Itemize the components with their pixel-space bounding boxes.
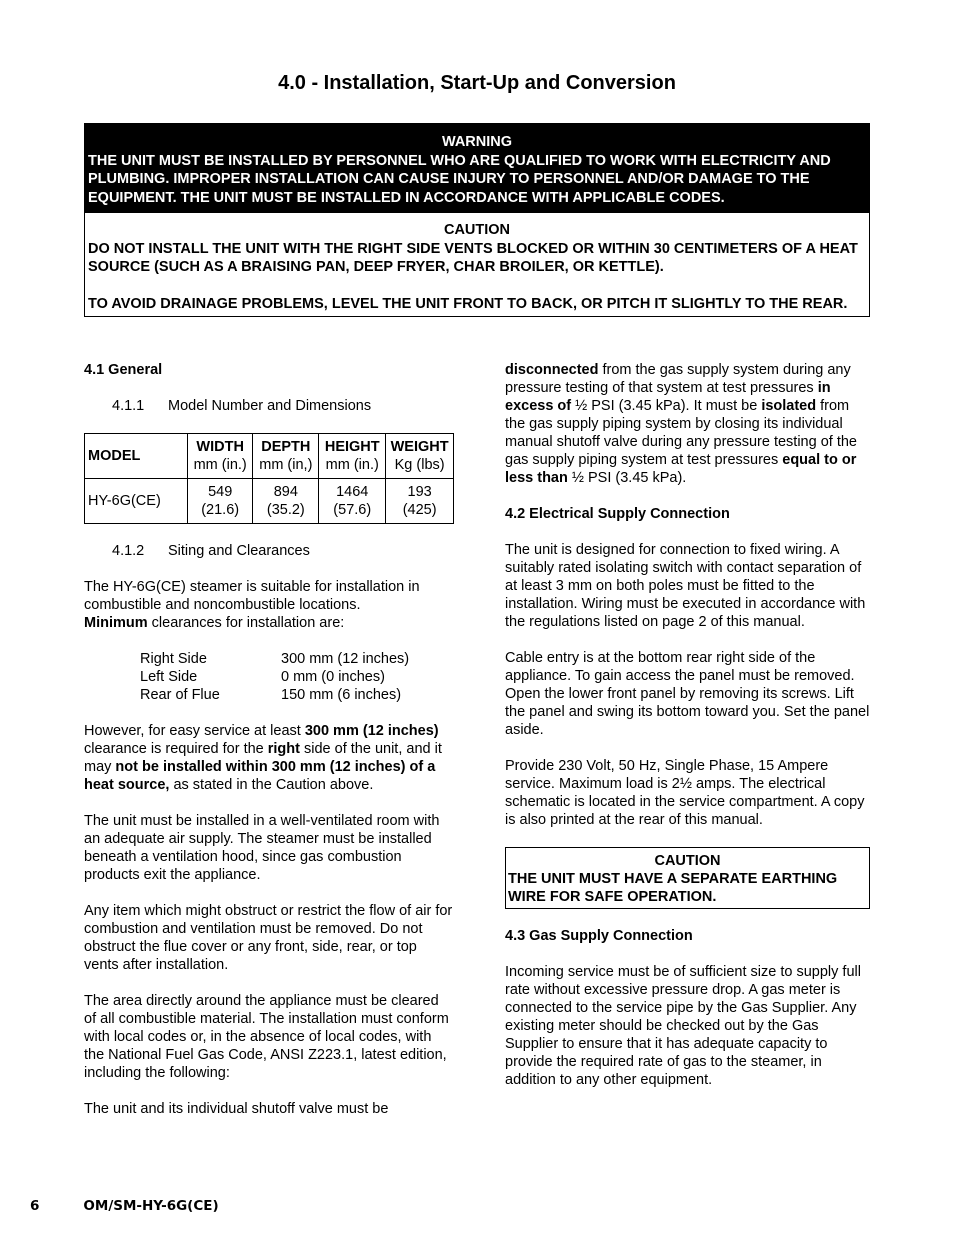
text-bold: in excess of bbox=[505, 380, 831, 414]
clearance-side: Left Side bbox=[140, 669, 198, 685]
text: from the gas supply system during any pressure testing of that system at test pressures bbox=[505, 362, 851, 396]
header-depth bbox=[253, 434, 319, 479]
subsection-title: Model Number and Dimensions bbox=[168, 398, 372, 414]
caution-text: THE UNIT MUST HAVE A SEPARATE EARTHING WIRE FOR SAFE OPERATION. bbox=[508, 871, 838, 905]
subsection-number: 4.1.1 bbox=[112, 398, 145, 414]
paragraph-service-clearance bbox=[84, 722, 454, 794]
header-weight bbox=[386, 434, 454, 479]
section-4-3-heading: 4.3 Gas Supply Connection bbox=[505, 928, 693, 944]
header-height-label: HEIGHT bbox=[324, 439, 380, 455]
paragraph-codes: The area directly around the appliance must be cleared of all combustible material. The installation must conform with local codes or, in the absence of local codes, with the National Fuel Gas Code, ANSI Z223.1, latest edition, including the following: bbox=[84, 993, 449, 1081]
page-title: 4.0 - Installation, Start-Up and Conversion bbox=[278, 72, 676, 94]
section-4-2-heading: 4.2 Electrical Supply Connection bbox=[505, 506, 730, 522]
width-mm: 549 bbox=[208, 484, 233, 500]
subsection-number: 4.1.2 bbox=[112, 543, 145, 559]
text: However, for easy service at least bbox=[84, 723, 305, 739]
header-width-label: WIDTH bbox=[196, 439, 244, 455]
clearance-list bbox=[84, 650, 454, 704]
right-column bbox=[505, 361, 873, 1089]
caution-block bbox=[85, 213, 869, 316]
text-bold: Minimum bbox=[84, 615, 148, 631]
width-in: (21.6) bbox=[201, 502, 240, 518]
header-weight-unit: Kg (lbs) bbox=[394, 457, 445, 473]
header-model: MODEL bbox=[85, 434, 188, 479]
text: The HY-6G(CE) steamer is suitable for installation in combustible and noncombustible locations. bbox=[84, 579, 420, 613]
header-depth-unit: mm (in,) bbox=[259, 457, 313, 473]
clearance-side: Rear of Flue bbox=[140, 687, 220, 703]
earthing-caution-box bbox=[505, 847, 870, 909]
header-height bbox=[319, 434, 386, 479]
depth-in: (35.2) bbox=[266, 502, 305, 518]
warning-heading: WARNING bbox=[441, 134, 513, 150]
clearance-side: Right Side bbox=[140, 651, 207, 667]
warning-caution-box bbox=[84, 123, 870, 317]
subsection-4-1-2-heading bbox=[84, 542, 454, 560]
text: clearances for installation are: bbox=[147, 615, 345, 631]
cell-height bbox=[319, 479, 386, 524]
clearance-value: 150 mm (6 inches) bbox=[281, 687, 402, 703]
paragraph-suitability bbox=[84, 578, 454, 632]
text: as stated in the Caution above. bbox=[169, 777, 374, 793]
height-mm: 1464 bbox=[336, 484, 369, 500]
list-item bbox=[140, 668, 454, 686]
caution-text-drainage: TO AVOID DRAINAGE PROBLEMS, LEVEL THE UNIT FRONT TO BACK, OR PITCH IT SLIGHTLY TO THE REAR. bbox=[88, 295, 848, 312]
page-number: 6 bbox=[30, 1198, 40, 1214]
header-width bbox=[187, 434, 252, 479]
paragraph-ventilation: The unit must be installed in a well-ventilated room with an adequate air supply. The steamer must be installed beneath a ventilation hood, since gas combustion products exit the appliance. bbox=[84, 813, 440, 883]
text-bold: equal to or less than bbox=[505, 452, 857, 486]
subsection-title: Siting and Clearances bbox=[168, 543, 310, 559]
caution-heading: CAUTION bbox=[654, 853, 721, 869]
left-column bbox=[84, 361, 454, 1118]
paragraph-power-service: Provide 230 Volt, 50 Hz, Single Phase, 15 Ampere service. Maximum load is 2½ amps. The electrical schematic is located in the service compartment. A copy is also printed at the rear of this manual. bbox=[505, 758, 865, 828]
weight-kg: 193 bbox=[407, 484, 432, 500]
text-bold: right bbox=[267, 741, 300, 757]
document-id: OM/SM-HY-6G(CE) bbox=[83, 1198, 219, 1214]
clearance-value: 300 mm (12 inches) bbox=[281, 651, 410, 667]
subsection-4-1-1-heading bbox=[84, 397, 454, 415]
cell-model: HY-6G(CE) bbox=[85, 479, 188, 524]
caution-heading: CAUTION bbox=[443, 222, 511, 238]
dimensions-table bbox=[84, 433, 454, 524]
paragraph-cable-entry: Cable entry is at the bottom rear right side of the appliance. To gain access the panel must be removed. Open the lower front panel by removing its screws. Lift the panel and swing its bottom toward you. Set the panel aside. bbox=[505, 650, 870, 738]
text-bold: isolated bbox=[761, 398, 817, 414]
cell-weight bbox=[386, 479, 454, 524]
text-bold: disconnected bbox=[505, 362, 599, 378]
cell-width bbox=[187, 479, 252, 524]
cell-depth bbox=[253, 479, 319, 524]
text-bold: 300 mm (12 inches) bbox=[304, 723, 439, 739]
text: ½ PSI (3.45 kPa). bbox=[567, 470, 687, 486]
header-depth-label: DEPTH bbox=[261, 439, 311, 455]
header-weight-label: WEIGHT bbox=[390, 439, 449, 455]
section-4-1-heading: 4.1 General bbox=[84, 362, 163, 378]
list-item bbox=[140, 686, 454, 704]
clearance-value: 0 mm (0 inches) bbox=[281, 669, 385, 685]
list-item bbox=[140, 650, 454, 668]
text: clearance is required for the bbox=[84, 741, 268, 757]
warning-block bbox=[85, 124, 869, 213]
text-bold: not be installed within 300 mm (12 inches) of a heat source, bbox=[84, 759, 436, 793]
table-row bbox=[85, 479, 454, 524]
paragraph-pressure-testing bbox=[505, 361, 873, 487]
paragraph-fixed-wiring: The unit is designed for connection to fixed wiring. A suitably rated isolating switch with contact separation of at least 3 mm on both poles must be fitted to the installation. Wiring must be executed in accordance with the regulations listed on page 2 of this manual. bbox=[505, 542, 866, 630]
page-footer bbox=[30, 1198, 219, 1214]
text: ½ PSI (3.45 kPa). It must be bbox=[571, 398, 762, 414]
table-header-row bbox=[85, 434, 454, 479]
text: from the gas supply piping system by closing its individual manual shutoff valve during any pressure testing of the gas supply piping system at test pressures bbox=[505, 398, 857, 468]
text: side of the unit, and it may bbox=[84, 741, 442, 775]
height-in: (57.6) bbox=[333, 502, 372, 518]
warning-text: THE UNIT MUST BE INSTALLED BY PERSONNEL WHO ARE QUALIFIED TO WORK WITH ELECTRICITY AND PLUMBING. IMPROPER INSTALLATION CAN CAUSE INJURY TO PERSONNEL AND/OR DAMAGE TO THE EQUIPMENT. THE UNIT MUST BE INSTALLED IN ACCORDANCE WITH APPLICABLE CODES. bbox=[88, 152, 831, 206]
caution-text-heat: DO NOT INSTALL THE UNIT WITH THE RIGHT SIDE VENTS BLOCKED OR WITHIN 30 CENTIMETERS OF A HEAT SOURCE (SUCH AS A BRAISING PAN, DEEP FRYER, CHAR BROILER, OR KETTLE). bbox=[88, 240, 858, 275]
weight-lbs: (425) bbox=[402, 502, 437, 518]
header-height-unit: mm (in.) bbox=[325, 457, 379, 473]
header-width-unit: mm (in.) bbox=[193, 457, 247, 473]
paragraph-shutoff: The unit and its individual shutoff valve must be bbox=[84, 1101, 389, 1117]
depth-mm: 894 bbox=[273, 484, 298, 500]
paragraph-obstruction: Any item which might obstruct or restrict the flow of air for combustion and ventilation must be removed. Do not obstruct the flue cover or any front, side, rear, or top vents after installation. bbox=[84, 903, 453, 973]
paragraph-gas-service: Incoming service must be of sufficient size to supply full rate without excessive pressure drop. A gas meter is connected to the service pipe by the Gas Supplier. Any existing meter should be checked out by the Gas Supplier to ensure that it has adequate capacity to provide the required rate of gas to the steamer, in addition to any other equipment. bbox=[505, 964, 861, 1088]
